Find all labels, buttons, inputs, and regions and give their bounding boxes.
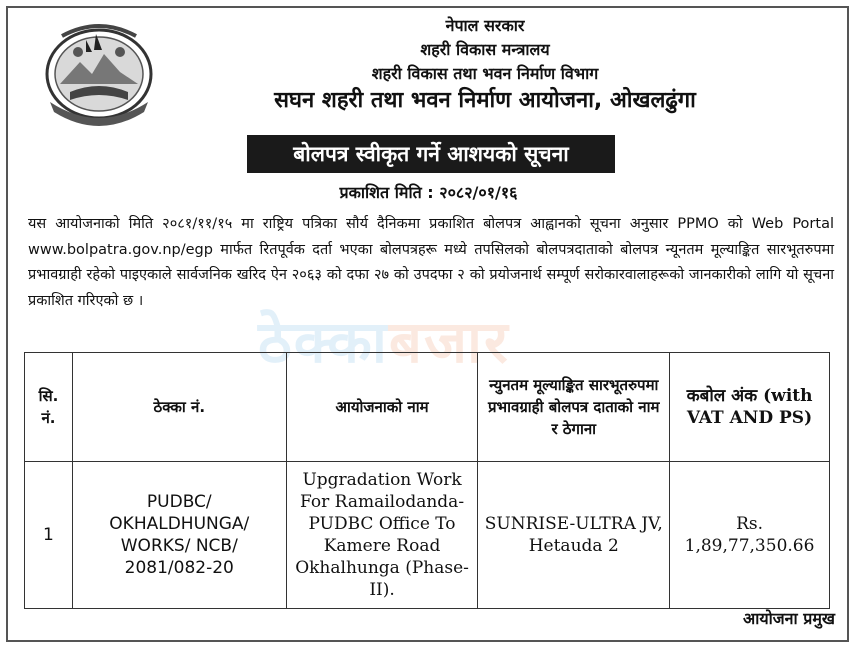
header-sn: सि. नं. <box>25 353 73 462</box>
row-contract-no: PUDBC/ OKHALDHUNGA/ WORKS/ NCB/ 2081/082-20 <box>72 462 286 609</box>
header-bid-amount: कबोल अंक (with VAT AND PS) <box>670 353 830 462</box>
signature-project-chief: आयोजना प्रमुख <box>742 609 835 628</box>
award-table <box>24 352 830 609</box>
table-row <box>25 462 830 609</box>
project-office-name: सघन शहरी तथा भवन निर्माण आयोजना, ओखलढुंगा <box>274 88 696 113</box>
ministry-name: शहरी विकास मन्त्रालय <box>420 40 550 59</box>
watermark-part2: बजार <box>388 308 510 376</box>
published-date: प्रकाशित मिति : २०८२/०१/१६ <box>339 183 518 202</box>
nepal-government-emblem-icon <box>40 22 158 132</box>
header-contract-no: ठेक्का नं. <box>72 353 286 462</box>
office-header <box>170 14 800 116</box>
row-bid-amount: Rs. 1,89,77,350.66 <box>670 462 830 609</box>
notice-body: यस आयोजनाको मिति २०८१/११/१५ मा राष्ट्रिय पत्रिका सौर्य दैनिकमा प्रकाशित बोलपत्र आह्वानको सूचना अनुसार PPMO को Web Portal www.bolpatra.gov.np/egp मार्फत रितपूर्वक दर्ता भएका बोलपत्रहरू मध्ये तपसिलको बोलपत्रदाताको बोलपत्र न्यूनतम मूल्याङ्कित सारभूतरुपमा प्रभावग्राही रहेको पाइएकाले सार्वजनिक खरिद ऐन २०६३ को दफा २७ को उपदफा २ को प्रयोजनार्थ सम्पूर्ण सरोकारवालाहरूको जानकारीको लागि यो सूचना प्रकाशित गरिएको छ । <box>28 216 834 309</box>
government-name: नेपाल सरकार <box>445 16 525 35</box>
watermark-part1: ठेक्का <box>258 308 389 376</box>
department-name: शहरी विकास तथा भवन निर्माण विभाग <box>371 64 599 83</box>
table-header-row <box>25 353 830 462</box>
notice-title: बोलपत्र स्वीकृत गर्ने आशयको सूचना <box>247 135 615 173</box>
row-bidder: SUNRISE-ULTRA JV, Hetauda 2 <box>478 462 670 609</box>
row-project-name: Upgradation Work For Ramailodanda-PUDBC Office To Kamere Road Okhalhunga (Phase-II). <box>286 462 478 609</box>
header-bidder: न्युनतम मूल्याङ्कित सारभूतरुपमा प्रभावग्राही बोलपत्र दाताको नाम र ठेगाना <box>478 353 670 462</box>
header-project-name: आयोजनाको नाम <box>286 353 478 462</box>
row-sn: 1 <box>25 462 73 609</box>
